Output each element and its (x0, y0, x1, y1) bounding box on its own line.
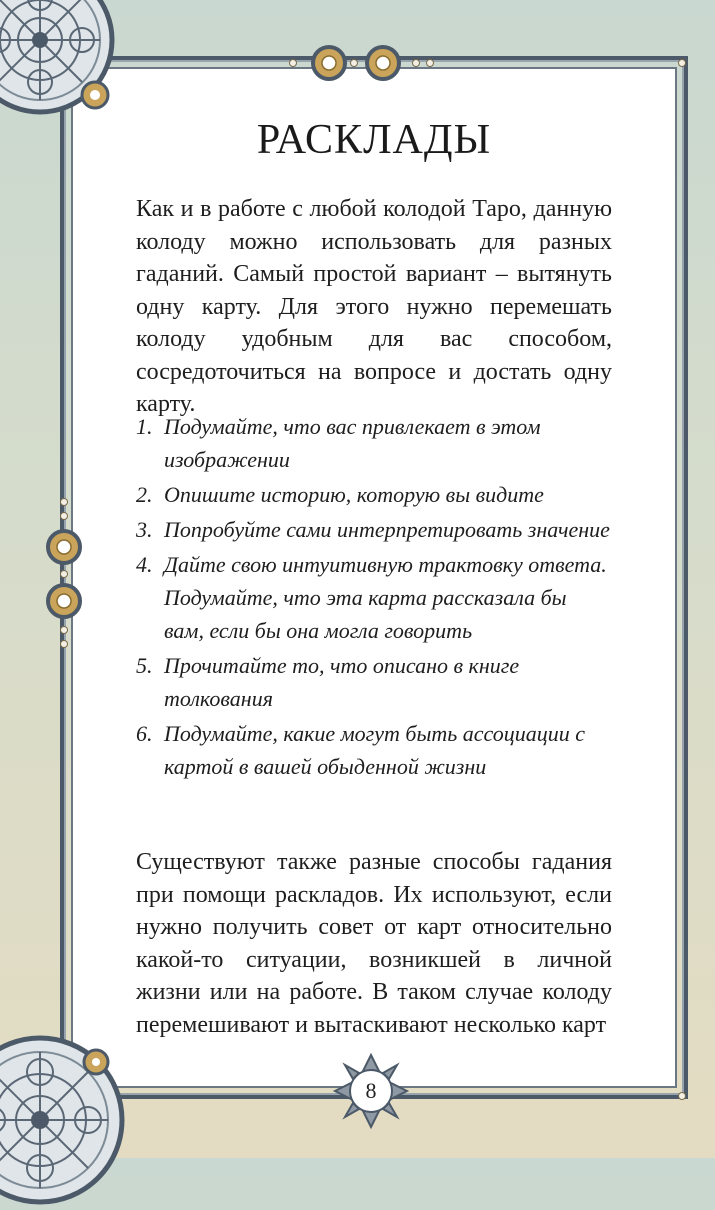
rose-window-bottom-left (0, 1030, 130, 1210)
gem-ornament (426, 59, 434, 67)
gem-ornament (60, 498, 68, 506)
gem-ornament (289, 59, 297, 67)
page-number: 8 (349, 1069, 393, 1113)
list-item (136, 717, 612, 783)
list-item-text: Подумайте, какие могут быть ассоциации с картой в вашей обыденной жизни (164, 721, 586, 779)
list-item (136, 513, 612, 546)
list-item-text: Попробуйте сами интерпретировать значение (164, 517, 610, 542)
page-title: РАСКЛАДЫ (256, 117, 492, 163)
gem-ornament (678, 59, 686, 67)
gem-ornament (60, 626, 68, 634)
list-item-number: 5. (136, 653, 153, 678)
list-item-text: Прочитайте то, что описано в книге толкования (164, 653, 520, 711)
gem-ornament (412, 59, 420, 67)
list-item (136, 649, 612, 715)
gold-medallion-corner-bottom (82, 1048, 110, 1076)
list-item (136, 478, 612, 511)
gold-medallion-side-lower (45, 582, 83, 620)
list-item-number: 6. (136, 721, 153, 746)
list-item-text: Опишите историю, которую вы видите (164, 482, 544, 507)
gold-medallion-top-right (364, 44, 402, 82)
intro-paragraph: Как и в работе с любой колодой Таро, данную колоду можно использовать для разных гаданий. Самый простой вариант – вытянуть одну карту. Для этого нужно перемешать колоду удобным для вас способом, сосредоточиться на вопросе и достать одну карту. (136, 196, 612, 417)
gold-medallion-top-left (310, 44, 348, 82)
outro-paragraph: Существуют также разные способы гадания при помощи раскладов. Их используют, если нужно получить совет от карт относительно какой-то ситуации, возникшей в личной жизни или на работе. В таком случае колоду перемешивают и вытаскивают несколько карт (136, 849, 612, 1038)
list-item-number: 1. (136, 414, 153, 439)
list-item-number: 2. (136, 482, 153, 507)
list-item-number: 3. (136, 517, 153, 542)
gem-ornament (60, 512, 68, 520)
steps-list (136, 410, 612, 785)
gold-medallion-side-upper (45, 528, 83, 566)
list-item (136, 548, 612, 647)
list-item-number: 4. (136, 552, 153, 577)
gem-ornament (60, 570, 68, 578)
gem-ornament (678, 1092, 686, 1100)
list-item-text: Дайте свою интуитивную трактовку ответа. Подумайте, что эта карта рассказала бы вам, если бы она могла говорить (164, 552, 607, 643)
list-item (136, 410, 612, 476)
gem-ornament (350, 59, 358, 67)
list-item-text: Подумайте, что вас привлекает в этом изображении (164, 414, 541, 472)
gem-ornament (60, 640, 68, 648)
gold-medallion-corner-top (80, 80, 110, 110)
